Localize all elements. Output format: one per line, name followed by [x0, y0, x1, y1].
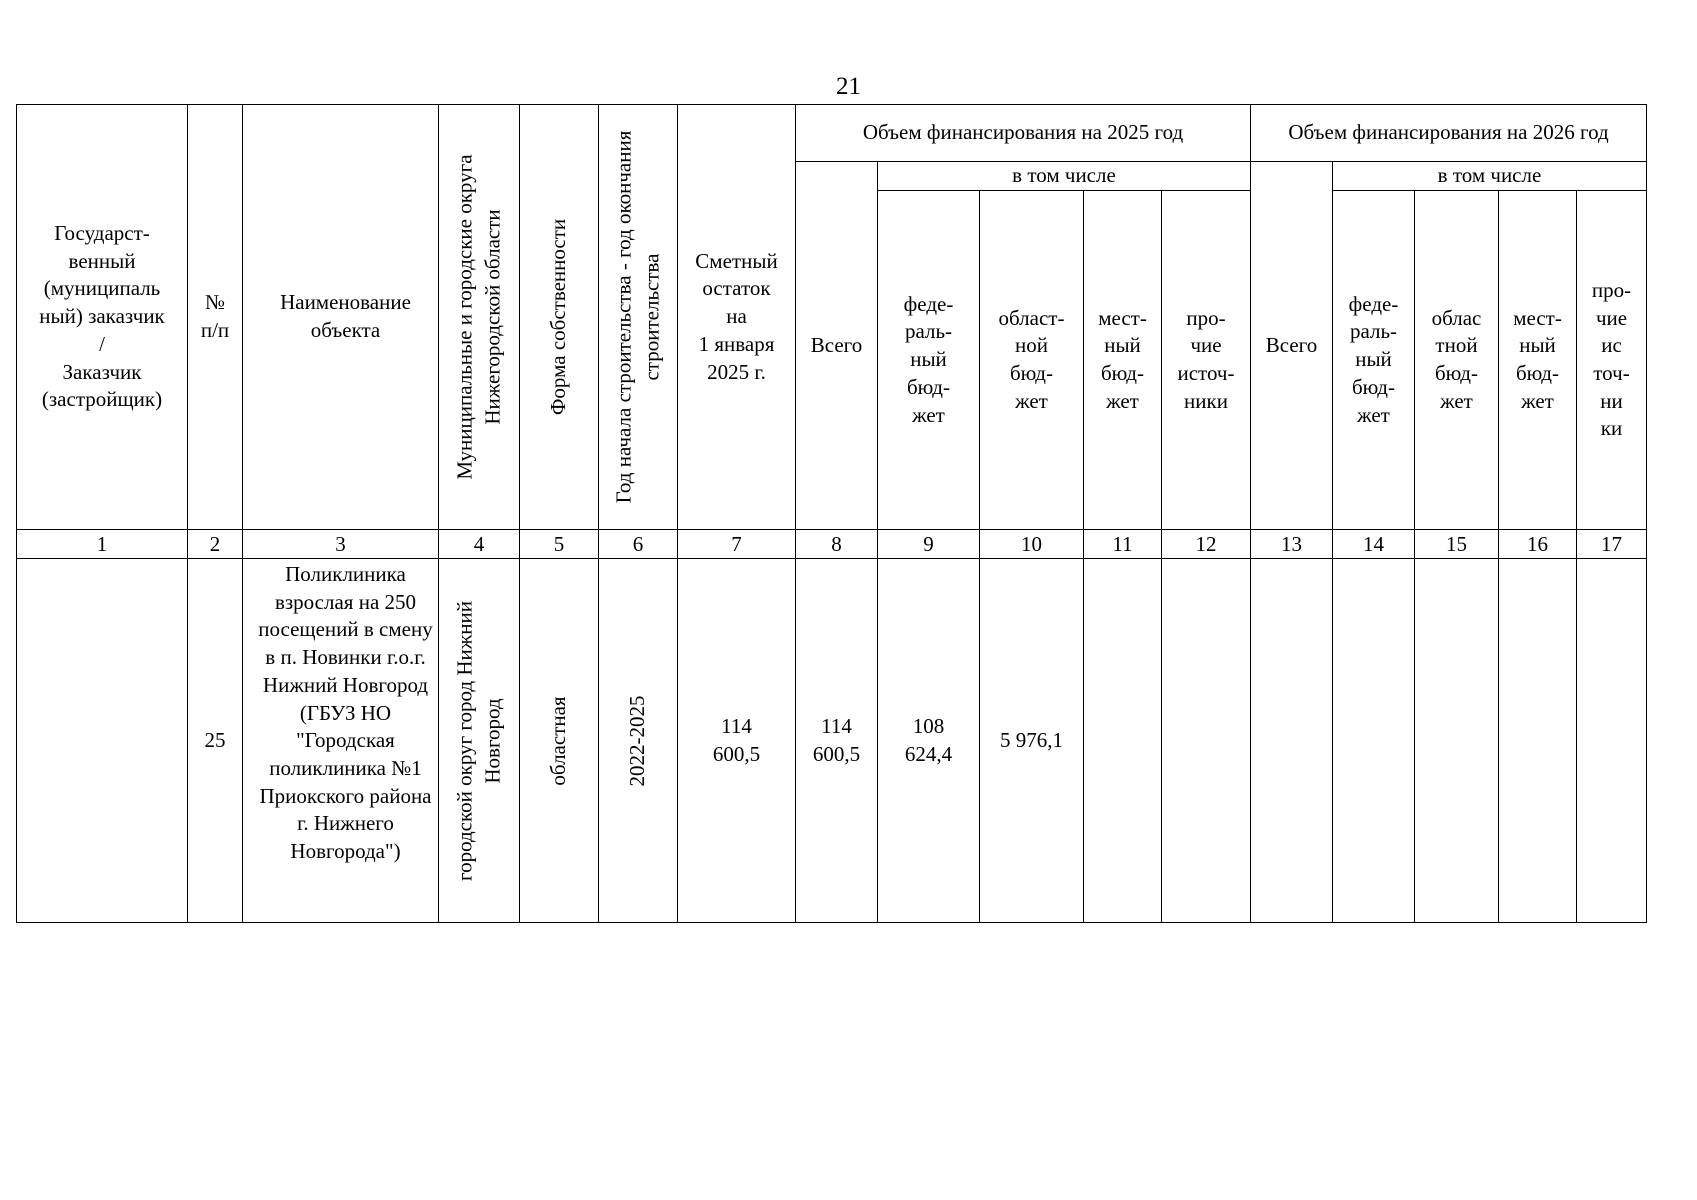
column-number: 14 [1333, 530, 1415, 559]
page-number: 21 [836, 73, 861, 100]
column-number: 4 [439, 530, 520, 559]
row-municipality-cell [439, 559, 520, 923]
header-including-2026: в том числе [1333, 162, 1647, 191]
row-total-2026 [1251, 559, 1333, 923]
row-total-2025: 114 600,5 [796, 559, 878, 923]
header-other-2026: про- чие ис точ- ни ки [1577, 191, 1647, 530]
column-number: 2 [188, 530, 243, 559]
header-total-2026: Всего [1251, 162, 1333, 530]
column-number: 15 [1415, 530, 1499, 559]
row-local-2025 [1084, 559, 1162, 923]
header-total-2025: Всего [796, 162, 878, 530]
row-years-cell [599, 559, 678, 923]
row-years: 2022-2025 [625, 695, 650, 786]
header-financing-2025: Объем финансирования на 2025 год [796, 105, 1251, 162]
column-number: 3 [243, 530, 439, 559]
column-number: 13 [1251, 530, 1333, 559]
row-federal-2026 [1333, 559, 1415, 923]
header-years-cell [599, 105, 678, 530]
row-other-2025 [1162, 559, 1251, 923]
header-local-2025: мест- ный бюд- жет [1084, 191, 1162, 530]
column-number: 7 [678, 530, 796, 559]
row-other-2026 [1577, 559, 1647, 923]
column-number: 12 [1162, 530, 1251, 559]
row-regional-2025: 5 976,1 [980, 559, 1084, 923]
table-row [17, 559, 1647, 923]
header-federal-2026: феде- раль- ный бюд- жет [1333, 191, 1415, 530]
column-number: 16 [1499, 530, 1577, 559]
row-estimate: 114 600,5 [678, 559, 796, 923]
header-ownership: Форма собственности [546, 218, 571, 416]
column-number: 1 [17, 530, 188, 559]
header-regional-2026: облас тной бюд- жет [1415, 191, 1499, 530]
header-ownership-cell [520, 105, 599, 530]
header-other-2025: про- чие источ- ники [1162, 191, 1251, 530]
row-object-name: Поликлиника взрослая на 250 посещений в смену в п. Новинки г.о.г. Нижний Новгород (ГБУЗ НО "Городская поликлиника №1 Приокского района г. Нижнего Новгорода") [243, 559, 439, 923]
column-number: 9 [878, 530, 980, 559]
column-number: 11 [1084, 530, 1162, 559]
column-number: 6 [599, 530, 678, 559]
row-number: 25 [188, 559, 243, 923]
column-number: 10 [980, 530, 1084, 559]
header-customer: Государст- венный (муниципаль ный) заказчик / Заказчик (застройщик) [17, 105, 188, 530]
row-regional-2026 [1415, 559, 1499, 923]
header-local-2026: мест- ный бюд- жет [1499, 191, 1577, 530]
row-federal-2025: 108 624,4 [878, 559, 980, 923]
header-object-name: Наименование объекта [243, 105, 439, 530]
header-regional-2025: област- ной бюд- жет [980, 191, 1084, 530]
row-customer [17, 559, 188, 923]
row-ownership: областная [546, 695, 571, 786]
header-municipality-cell [439, 105, 520, 530]
row-local-2026 [1499, 559, 1577, 923]
column-number: 5 [520, 530, 599, 559]
column-number-row [17, 530, 1647, 559]
header-municipality: Муниципальные и городские округа Нижегородской области [452, 154, 504, 480]
header-financing-2026: Объем финансирования на 2026 год [1251, 105, 1647, 162]
financing-table [16, 104, 1647, 923]
header-including-2025: в том числе [878, 162, 1251, 191]
header-row-number: № п/п [188, 105, 243, 530]
header-federal-2025: феде- раль- ный бюд- жет [878, 191, 980, 530]
row-municipality: городской округ город Нижний Новгород [452, 600, 504, 881]
column-number: 17 [1577, 530, 1647, 559]
column-number: 8 [796, 530, 878, 559]
header-estimate: Сметный остаток на 1 января 2025 г. [678, 105, 796, 530]
header-years: Год начала строительства - год окончания строительства [611, 130, 663, 504]
row-ownership-cell [520, 559, 599, 923]
